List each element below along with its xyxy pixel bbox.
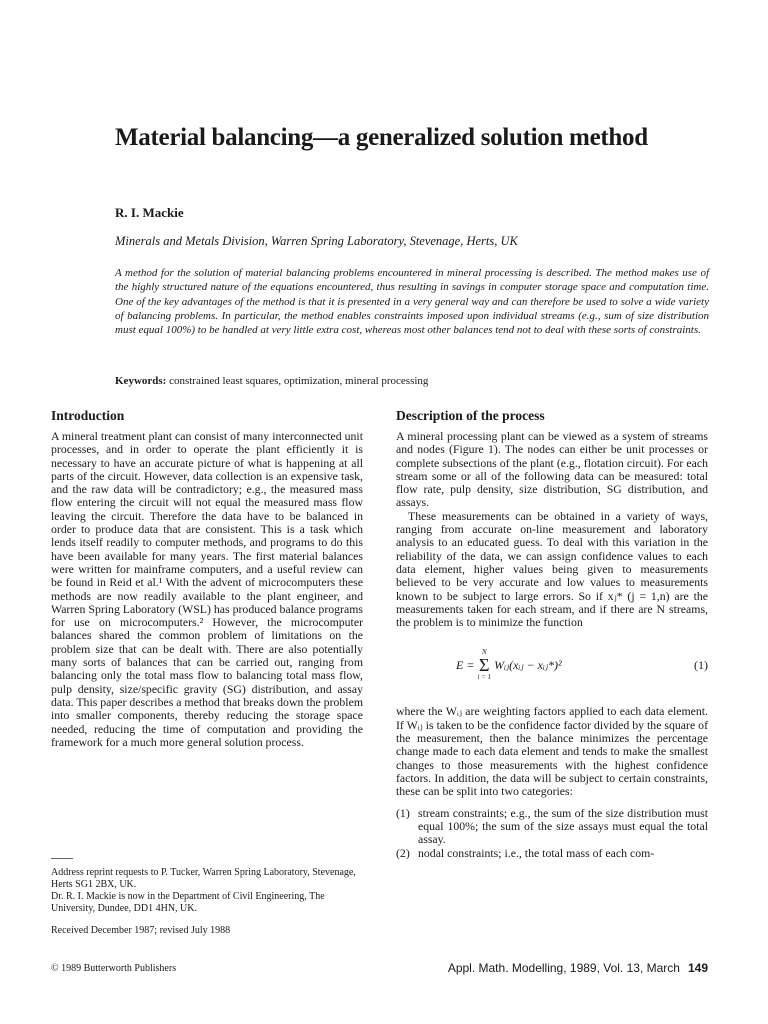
journal-name: Appl. Math. Modelling, 1989, Vol. 13, March	[447, 961, 680, 975]
reprint-note: Address reprint requests to P. Tucker, Warren Spring Laboratory, Stevenage, Herts SG1 2BX, UK.	[51, 867, 356, 890]
right-column	[396, 408, 708, 862]
summation-upper-limit: N	[481, 648, 487, 657]
summation-symbol	[477, 649, 491, 681]
footnote-rule	[51, 858, 73, 859]
journal-citation	[448, 961, 708, 975]
list-item-text: stream constraints; e.g., the sum of the size distribution must equal 100%; the sum of the size assays must equal the total assay.	[418, 805, 708, 847]
sigma-icon: Σ	[479, 655, 490, 676]
equation-body	[456, 649, 562, 681]
equation-lhs: E =	[456, 657, 475, 672]
equation-number: (1)	[694, 657, 708, 672]
equation-rhs: Wᵢⱼ(xᵢⱼ − xᵢⱼ*)²	[494, 657, 562, 672]
list-item-text: nodal constraints; i.e., the total mass of each com-	[418, 846, 655, 861]
paper-title: Material balancing—a generalized solution method	[115, 124, 648, 151]
author-affiliation: Minerals and Metals Division, Warren Spring Laboratory, Stevenage, Herts, UK	[115, 234, 518, 248]
page-number: 149	[687, 961, 708, 975]
process-heading: Description of the process	[396, 408, 545, 423]
process-paragraph-3: where the Wᵢⱼ are weighting factors applied to each data element. If Wᵢⱼ is taken to be the confidence factor divided by the square of the measurement, then the balance minimizes the percentage change made to each data element and tends to make the smallest changes to those measurements with the highest confidence factors. In addition, the data will be subject to certain constraints, these can be split into two categories:	[396, 704, 708, 799]
process-paragraph-1: A mineral processing plant can be viewed as a system of streams and nodes (Figure 1). The nodes can either be unit processes or complete subsections of the plant (e.g., flotation circuit). For each stream some or all of the following data can be measured: total flow rate, pulp density, size distribution, SG distribution, and assays.	[396, 429, 708, 510]
introduction-paragraph: A mineral treatment plant can consist of many interconnected unit processes, and in order to operate the plant efficiently it is necessary to have an accurate picture of what is happening at all parts of the circuit. However, data collection is an expensive task, and the raw data will be contradictory; e.g., the measured mass flow entering the circuit will not equal the measured mass flow leaving the circuit. Therefore the data have to be balanced in order to produce data that are consistent. This is a task which lends itself readily to computer methods, and programs to do this have been available for many years. The first material balances were written for mainframe computers, and a useful review can be found in Reid et al.¹ With the advent of microcomputers these methods are now readily available to the plant engineer, and Warren Spring Laboratory (WSL) has produced balance programs for use on microcomputers.² However, the microcomputer balances shared the common problem of limitations on the problem size that can be dealt with. There are also potentially many sorts of balances that can be carried out, ranging from balancing only the total mass flow to balancing total mass flow, pulp density, size/specific gravity (SG) distribution, and assay data. This paper describes a method that breaks down the problem into smaller components, thereby reducing the storage space needed, reducing the time of computation and providing the framework for a much more general solution process.	[51, 429, 363, 749]
introduction-heading: Introduction	[51, 408, 125, 423]
left-column	[51, 408, 363, 749]
keywords-line	[115, 375, 428, 387]
constraint-list	[396, 807, 708, 861]
author-name: R. I. Mackie	[115, 205, 184, 220]
list-item-number: (2)	[396, 846, 410, 861]
list-item	[396, 847, 708, 860]
author-note: Dr. R. I. Mackie is now in the Department of Civil Engineering, The University, Dundee, DD1 4HN, UK.	[51, 891, 325, 914]
list-item-number: (1)	[396, 805, 410, 820]
footnotes	[51, 858, 363, 937]
received-dates: Received December 1987; revised July 1988	[51, 925, 231, 936]
keywords-text: constrained least squares, optimization, mineral processing	[169, 375, 429, 387]
process-paragraph-2: These measurements can be obtained in a variety of ways, ranging from accurate on-line measurement and laboratory analysis to an educated guess. To deal with this variation in the reliability of the data, we can assign confidence values to each data element, higher values being given to measurements believed to be very accurate and low values to measurements known to be subject to large errors. So if xⱼ* (j = 1,n) are the measurements taken for each stream, and if there are N streams, the problem is to minimize the function	[396, 508, 708, 630]
equation-1	[396, 635, 708, 695]
copyright-notice: © 1989 Butterworth Publishers	[51, 963, 177, 974]
abstract: A method for the solution of material balancing problems encountered in mineral processing is described. The method makes use of the highly structured nature of the equations encountered, thus resulting in savings in computer storage space and computation time. One of the key advantages of the method is that it is presented in a very general way and can therefore be used to solve a wide variety of balancing problems. In particular, the method enables constraints imposed upon individual streams (e.g., sum of size distribution must equal 100%) to be handled at very little extra cost, whereas most other balances tend not to deal with these sorts of constraints.	[115, 267, 709, 337]
keywords-label: Keywords:	[115, 375, 167, 387]
summation-lower-limit: i = 1	[477, 673, 492, 682]
list-item	[396, 807, 708, 847]
